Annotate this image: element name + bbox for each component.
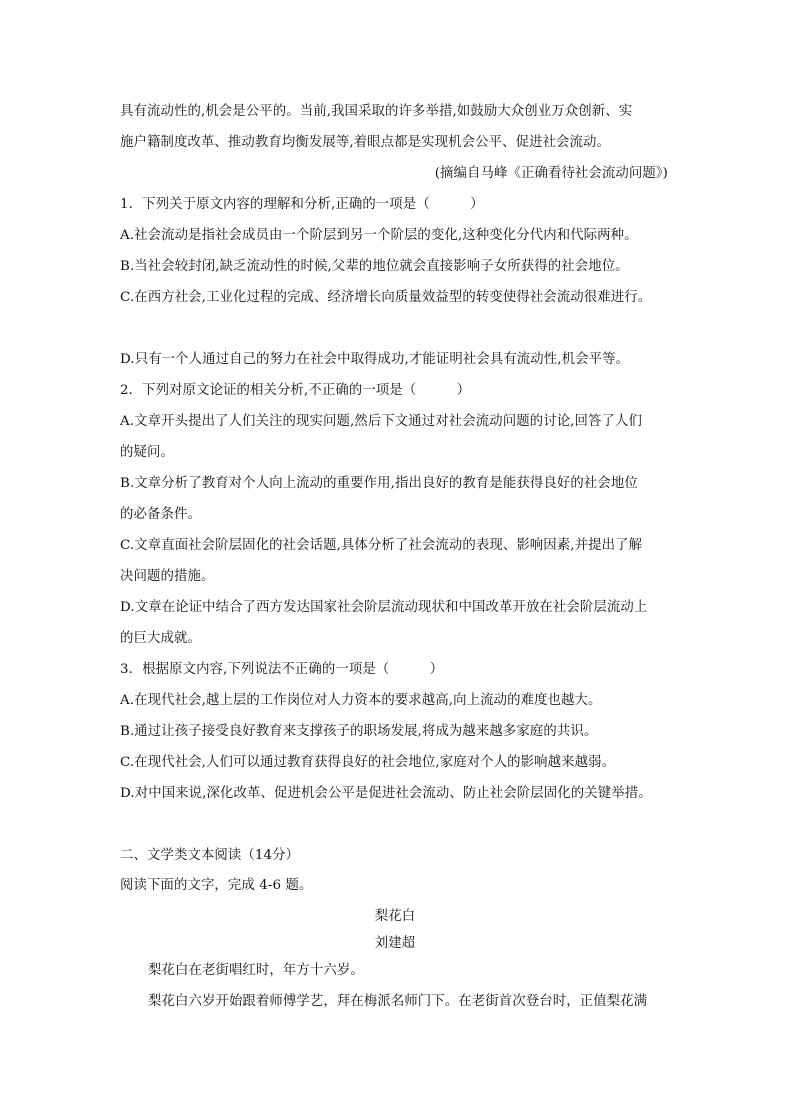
section-heading: 二、文学类文本阅读（14分） — [120, 848, 300, 863]
q2-option-d-cont: 的巨大成就。 — [120, 631, 201, 646]
story-paragraph: 梨花白六岁开始跟着师傅学艺，拜在梅派名师门下。在老街首次登台时，正值梨花满 — [148, 994, 648, 1009]
q3-option-d: D.对中国来说,深化改革、促进机会公平是促进社会流动、防止社会阶层固化的关键举措。 — [120, 786, 652, 801]
q1-option-c: C.在西方社会,工业化过程的完成、经济增长向质量效益型的转变使得社会流动很难进行。 — [120, 290, 652, 305]
question-2: 2．下列对原文论证的相关分析,不正确的一项是（ ） — [120, 383, 471, 398]
q2-option-c-cont: 决问题的措施。 — [120, 569, 215, 584]
instruction: 阅读下面的文字，完成 4-6 题。 — [120, 878, 313, 893]
q2-option-a: A.文章开头提出了人们关注的现实问题,然后下文通过对社会流动问题的讨论,回答了人们 — [120, 414, 642, 429]
q2-option-c: C.文章直面社会阶层固化的社会话题,具体分析了社会流动的表现、影响因素,并提出了解 — [120, 538, 643, 553]
story-author: 刘建超 — [374, 936, 416, 951]
q2-option-d: D.文章在论证中结合了西方发达国家社会阶层流动现状和中国改革开放在社会阶层流动上 — [120, 600, 648, 615]
q3-option-b: B.通过让孩子接受良好教育来支撑孩子的职场发展,将成为越来越多家庭的共识。 — [120, 724, 598, 739]
story-title: 梨花白 — [374, 909, 416, 924]
q2-option-b: B.文章分析了教育对个人向上流动的重要作用,指出良好的教育是能获得良好的社会地位 — [120, 476, 638, 491]
story-paragraph: 梨花白在老街唱红时，年方十六岁。 — [148, 963, 364, 978]
q2-option-a-cont: 的疑问。 — [120, 445, 174, 460]
source-citation: (摘编自马峰《正确看待社会流动问题》) — [434, 166, 668, 181]
question-3: 3．根据原文内容,下列说法不正确的一项是（ ） — [120, 662, 444, 677]
q1-option-d: D.只有一个人通过自己的努力在社会中取得成功,才能证明社会具有流动性,机会平等。 — [120, 352, 630, 367]
q3-option-c: C.在现代社会,人们可以通过教育获得良好的社会地位,家庭对个人的影响越来越弱。 — [120, 755, 616, 770]
q1-option-a: A.社会流动是指社会成员由一个阶层到另一个阶层的变化,这种变化分代内和代际两种。 — [120, 228, 638, 243]
question-1: 1．下列关于原文内容的理解和分析,正确的一项是（ ） — [120, 197, 484, 212]
q3-option-a: A.在现代社会,越上层的工作岗位对人力资本的要求越高,向上流动的难度也越大。 — [120, 693, 602, 708]
paragraph-line: 施户籍制度改革、推动教育均衡发展等,着眼点都是实现机会公平、促进社会流动。 — [120, 135, 611, 150]
q1-option-b: B.当社会较封闭,缺乏流动性的时候,父辈的地位就会直接影响子女所获得的社会地位。 — [120, 259, 629, 274]
q2-option-b-cont: 的必备条件。 — [120, 507, 201, 522]
paragraph-line: 具有流动性的,机会是公平的。当前,我国采取的许多举措,如鼓励大众创业万众创新、实 — [120, 104, 633, 119]
